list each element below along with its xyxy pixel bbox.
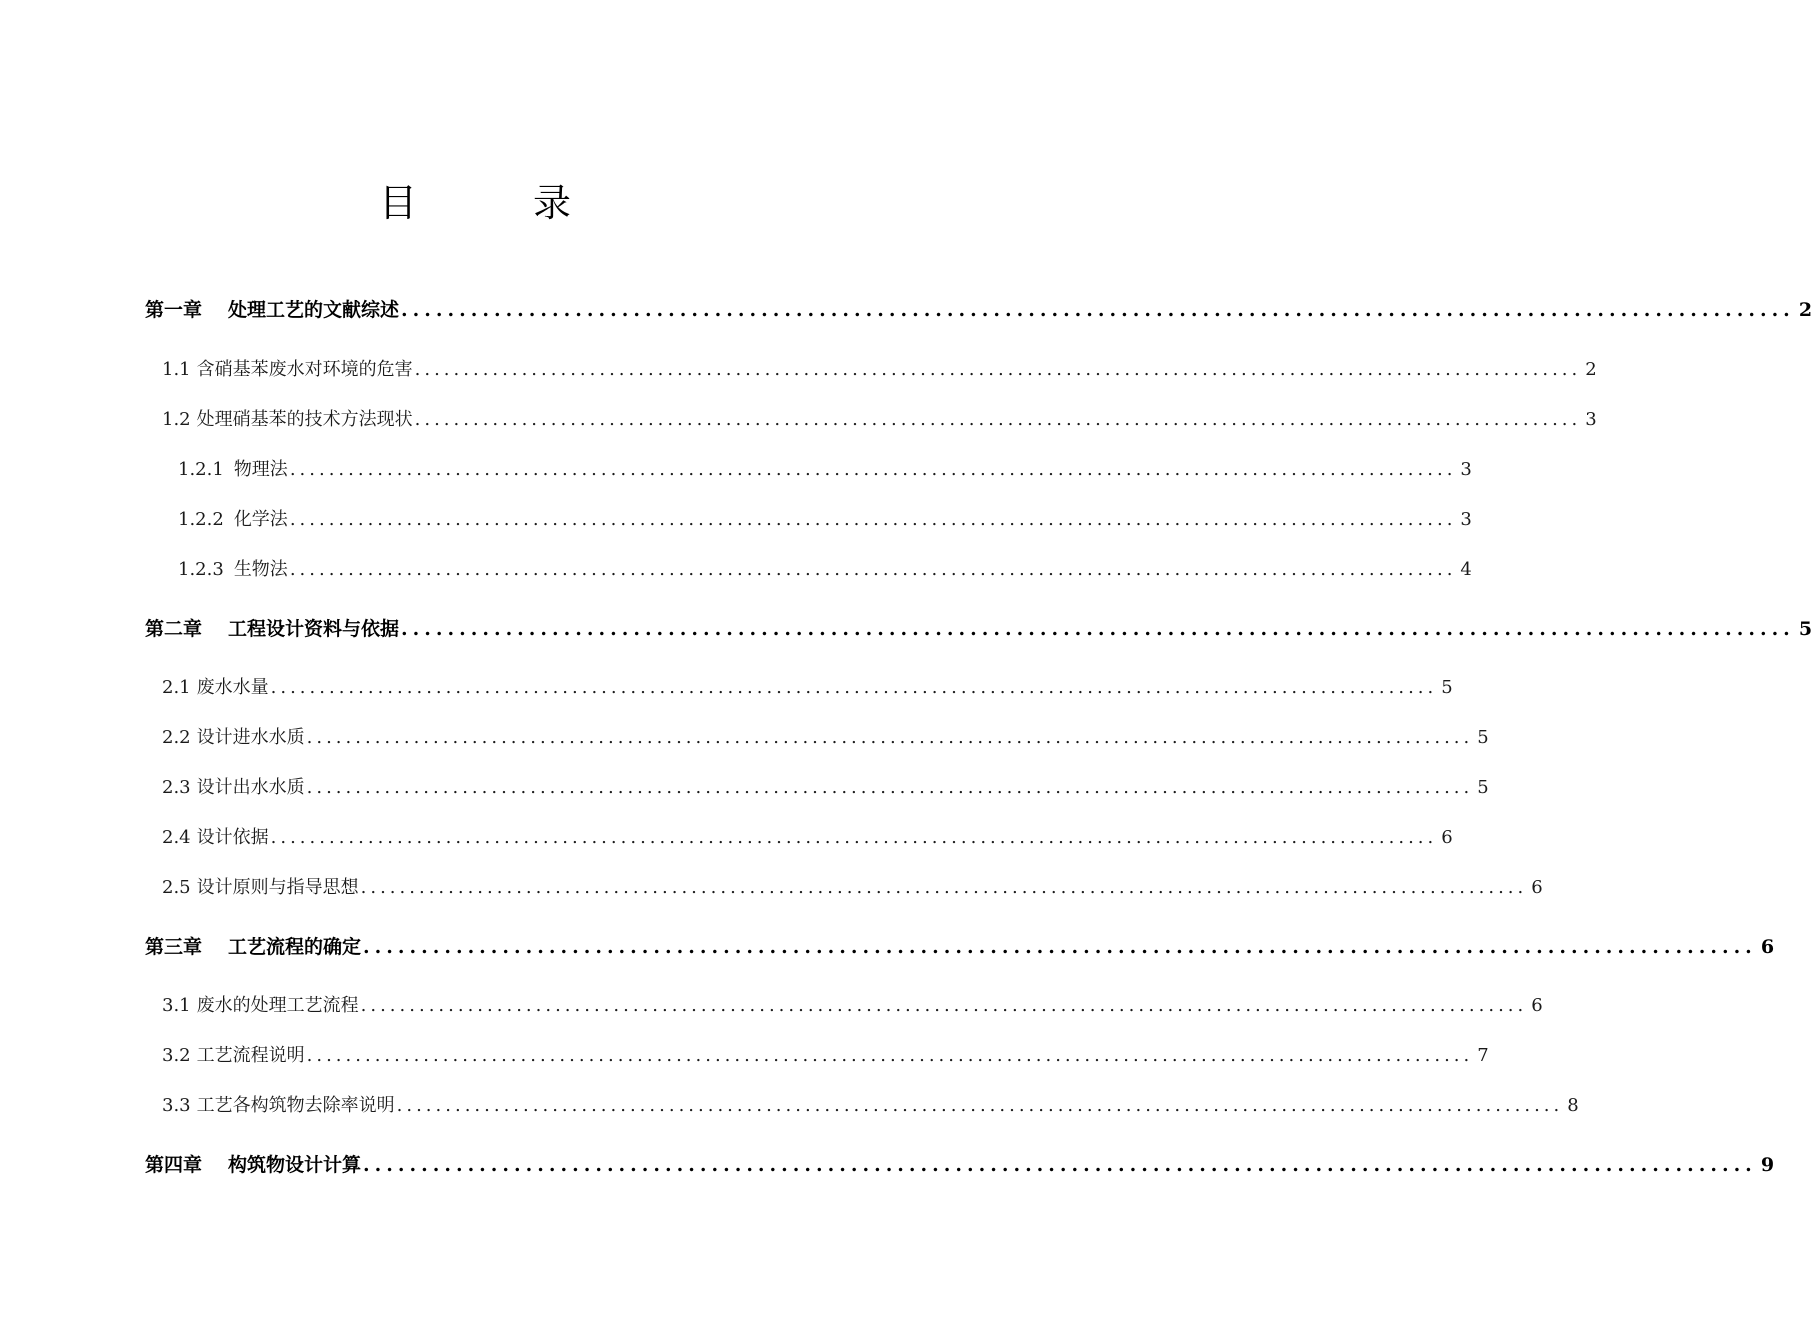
toc-entry-number: 第二章 xyxy=(145,618,203,640)
toc-entry-title: 工艺各构筑物去除率说明 xyxy=(196,1095,395,1116)
toc-entry-number: 2.1 xyxy=(162,677,191,698)
toc-dot-leader: ........................................................................................................................ xyxy=(289,559,1457,580)
toc-entry-title: 物理法 xyxy=(233,459,288,480)
toc-entry-title: 含硝基苯废水对环境的危害 xyxy=(196,359,413,380)
toc-dot-leader: ........................................................................................................................ xyxy=(306,777,1474,798)
toc-entry-title: 废水的处理工艺流程 xyxy=(196,995,359,1016)
toc-dot-leader: ........................................................................................................................ xyxy=(363,936,1757,958)
toc-entry-section[interactable] xyxy=(162,724,1489,752)
toc-entry-page-number: 2 xyxy=(1798,299,1812,321)
toc-dot-leader: ........................................................................................................................ xyxy=(289,459,1457,480)
toc-entry-page-number: 6 xyxy=(1441,827,1453,848)
toc-entry-number: 1.1 xyxy=(162,359,191,380)
toc-entry-number: 2.5 xyxy=(162,877,191,898)
toc-entry-number: 第三章 xyxy=(145,936,203,958)
toc-entry-title: 工程设计资料与依据 xyxy=(228,618,400,640)
toc-entry-section[interactable] xyxy=(162,356,1597,384)
toc-entry-title: 设计进水水质 xyxy=(196,727,305,748)
toc-entry-page-number: 3 xyxy=(1460,459,1472,480)
toc-entry-number: 1.2.2 xyxy=(178,509,224,530)
toc-entry-page-number: 9 xyxy=(1760,1154,1775,1176)
toc-dot-leader: ........................................................................................................................ xyxy=(360,995,1528,1016)
toc-dot-leader: ........................................................................................................................ xyxy=(401,299,1795,321)
toc-entry-number: 第四章 xyxy=(145,1154,203,1176)
toc-entry-section[interactable] xyxy=(162,1092,1579,1120)
toc-entry-chapter[interactable] xyxy=(145,615,1812,643)
toc-dot-leader: ........................................................................................................................ xyxy=(414,409,1582,430)
toc-dot-leader: ........................................................................................................................ xyxy=(414,359,1582,380)
toc-entry-title: 设计原则与指导思想 xyxy=(196,877,359,898)
toc-dot-leader: ........................................................................................................................ xyxy=(306,1045,1474,1066)
toc-entry-title: 处理工艺的文献综述 xyxy=(228,299,400,321)
toc-dot-leader: ........................................................................................................................ xyxy=(289,509,1457,530)
toc-entry-title: 化学法 xyxy=(233,509,288,530)
toc-entry-page-number: 6 xyxy=(1760,936,1775,958)
toc-entry-page-number: 3 xyxy=(1460,509,1472,530)
toc-entry-page-number: 6 xyxy=(1531,877,1543,898)
toc-entry-page-number: 7 xyxy=(1477,1045,1489,1066)
toc-entry-page-number: 3 xyxy=(1585,409,1597,430)
toc-entry-number: 2.2 xyxy=(162,727,191,748)
toc-entry-title: 生物法 xyxy=(233,559,288,580)
toc-entry-page-number: 8 xyxy=(1567,1095,1579,1116)
toc-entry-number: 1.2 xyxy=(162,409,191,430)
toc-entry-title: 设计依据 xyxy=(196,827,269,848)
toc-entry-title: 设计出水水质 xyxy=(196,777,305,798)
toc-entry-number: 第一章 xyxy=(145,299,203,321)
toc-entry-page-number: 5 xyxy=(1798,618,1812,640)
toc-entry-chapter[interactable] xyxy=(145,296,1812,324)
toc-entry-number: 3.3 xyxy=(162,1095,191,1116)
toc-title: 目 录 xyxy=(378,181,624,225)
toc-entry-subsection[interactable] xyxy=(178,456,1472,484)
toc-entry-section[interactable] xyxy=(162,1042,1489,1070)
toc-entry-number: 1.2.3 xyxy=(178,559,224,580)
toc-entry-chapter[interactable] xyxy=(145,1151,1775,1179)
toc-entry-title: 构筑物设计计算 xyxy=(228,1154,362,1176)
toc-entry-title: 废水水量 xyxy=(196,677,269,698)
toc-entry-number: 3.1 xyxy=(162,995,191,1016)
toc-entry-subsection[interactable] xyxy=(178,556,1472,584)
toc-dot-leader: ........................................................................................................................ xyxy=(360,877,1528,898)
toc-dot-leader: ........................................................................................................................ xyxy=(306,727,1474,748)
toc-entry-section[interactable] xyxy=(162,824,1453,852)
toc-entry-chapter[interactable] xyxy=(145,933,1775,961)
toc-dot-leader: ........................................................................................................................ xyxy=(363,1154,1757,1176)
toc-entry-page-number: 5 xyxy=(1441,677,1453,698)
toc-entry-number: 2.4 xyxy=(162,827,191,848)
toc-entry-section[interactable] xyxy=(162,874,1543,902)
toc-entry-page-number: 4 xyxy=(1460,559,1472,580)
toc-entry-title: 处理硝基苯的技术方法现状 xyxy=(196,409,413,430)
toc-dot-leader: ........................................................................................................................ xyxy=(270,677,1438,698)
toc-entry-page-number: 5 xyxy=(1477,777,1489,798)
toc-entry-page-number: 6 xyxy=(1531,995,1543,1016)
toc-entry-section[interactable] xyxy=(162,992,1543,1020)
toc-entry-page-number: 2 xyxy=(1585,359,1597,380)
toc-dot-leader: ........................................................................................................................ xyxy=(396,1095,1564,1116)
toc-dot-leader: ........................................................................................................................ xyxy=(270,827,1438,848)
toc-entry-number: 1.2.1 xyxy=(178,459,224,480)
toc-entry-section[interactable] xyxy=(162,774,1489,802)
toc-entry-number: 3.2 xyxy=(162,1045,191,1066)
toc-entry-title: 工艺流程的确定 xyxy=(228,936,362,958)
toc-entry-section[interactable] xyxy=(162,406,1597,434)
toc-entry-page-number: 5 xyxy=(1477,727,1489,748)
toc-entry-title: 工艺流程说明 xyxy=(196,1045,305,1066)
toc-entry-number: 2.3 xyxy=(162,777,191,798)
toc-entry-section[interactable] xyxy=(162,674,1453,702)
toc-dot-leader: ........................................................................................................................ xyxy=(401,618,1795,640)
toc-entry-subsection[interactable] xyxy=(178,506,1472,534)
